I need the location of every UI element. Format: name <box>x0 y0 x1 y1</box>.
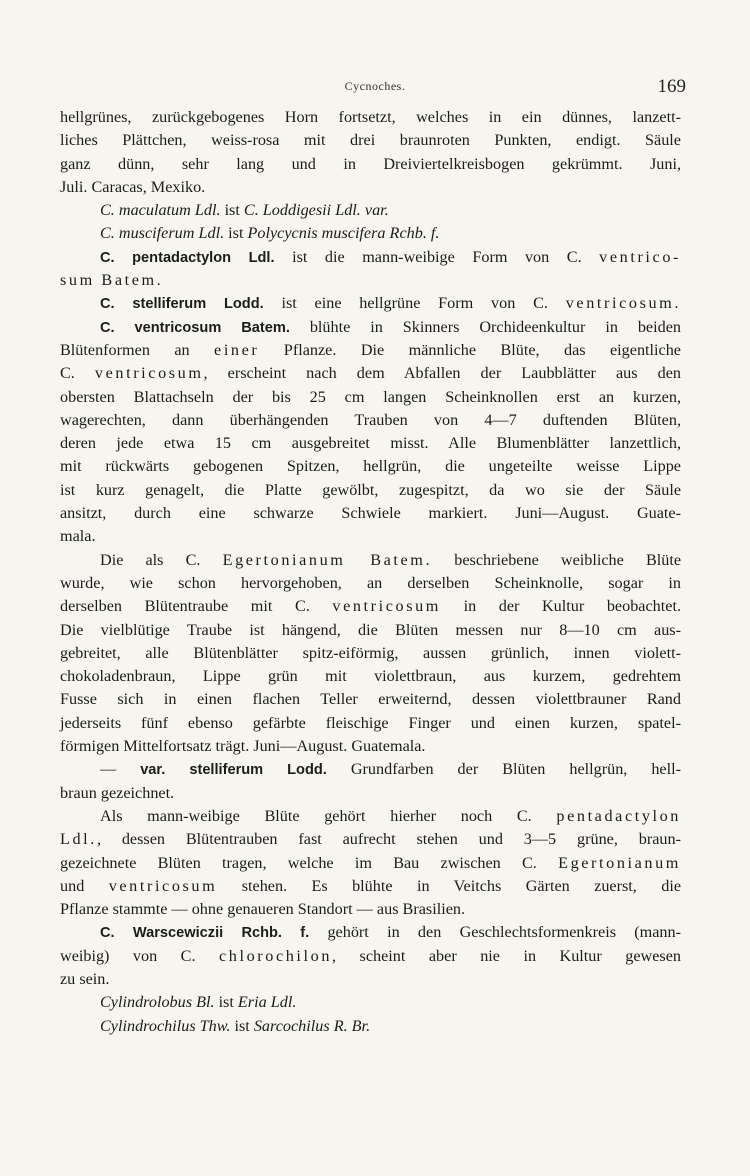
running-title: Cycnoches. <box>344 79 406 93</box>
text-line: Als mann-weibige Blüte gehört hierher noch C. pentadactylon <box>100 806 681 825</box>
text-line: Fusse sich in einen flachen Teller erweiternd, dessen violettbrauner Rand <box>60 690 681 709</box>
text-line: Blütenformen an einer Pflanze. Die männliche Blüte, das eigentliche <box>60 340 681 359</box>
text-line: hellgrünes, zurückgebogenes Horn fortsetzt, welches in ein dünnes, lanzett- <box>60 108 681 126</box>
text-line: C. ventricosum Batem. blühte in Skinners Orchideenkultur in beiden <box>100 317 681 336</box>
body-text <box>60 106 681 1038</box>
text-line: mala. <box>60 527 96 546</box>
text-line: C. Warscewiczii Rchb. f. gehört in den Geschlechtsformenkreis (mann- <box>100 923 681 942</box>
text-line: wurde, wie schon hervorgehoben, an derselben Scheinknolle, sogar in <box>60 573 681 592</box>
text-line: gebreitet, alle Blütenblätter spitz-eiförmig, aussen grünlich, innen violett- <box>60 643 681 662</box>
text-line: derselben Blütentraube mit C. ventricosum in der Kultur beobachtet. <box>60 597 681 616</box>
text-line: deren jede etwa 15 cm ausgebreitet misst. Alle Blumenblätter lanzettlich, <box>60 434 681 453</box>
text-line: ansitzt, durch eine schwarze Schwiele markiert. Juni—August. Guate- <box>60 504 681 523</box>
page-number: 169 <box>657 76 686 97</box>
text-line: Die vielblütige Traube ist hängend, die Blüten messen nur 8—10 cm aus- <box>60 620 681 639</box>
text-line: ganz dünn, sehr lang und in Dreiviertelkreisbogen gekrümmt. Juni, <box>60 154 681 173</box>
text-line: Ldl., dessen Blütentrauben fast aufrecht stehen und 3—5 grüne, braun- <box>60 830 681 849</box>
text-line: sum Batem. <box>60 271 164 290</box>
text-line: zu sein. <box>60 969 110 988</box>
text-line: C. musciferum Ldl. ist Polycycnis muscifera Rchb. f. <box>100 224 440 243</box>
text-line: wagerechten, dann überhängenden Trauben von 4—7 duftenden Blüten, <box>60 410 681 429</box>
text-line: C. ventricosum, erscheint nach dem Abfallen der Laubblätter aus den <box>60 364 681 383</box>
text-line: mit rückwärts gebogenen Spitzen, hellgrün, die ungeteilte weisse Lippe <box>60 457 681 476</box>
text-line: obersten Blattachseln der bis 25 cm langen Scheinknollen erst an kurzen, <box>60 387 681 406</box>
text-line: Pflanze stammte — ohne genaueren Standort — aus Brasilien. <box>60 900 466 919</box>
text-line: ist kurz genagelt, die Platte gewölbt, zugespitzt, da wo sie der Säule <box>60 480 681 499</box>
text-line: braun gezeichnet. <box>60 783 175 802</box>
text-line: weibig) von C. chlorochilon, scheint aber nie in Kultur gewesen <box>60 946 681 965</box>
text-line: liches Plättchen, weiss-rosa mit drei braunroten Punkten, endigt. Säule <box>60 131 681 150</box>
text-line: jederseits fünf ebenso gefärbte fleischige Finger und einen kurzen, spatel- <box>60 713 681 732</box>
text-line: Cylindrochilus Thw. ist Sarcochilus R. Br. <box>100 1016 371 1035</box>
text-line: C. maculatum Ldl. ist C. Loddigesii Ldl. var. <box>100 201 389 220</box>
text-line: C. pentadactylon Ldl. ist die mann-weibige Form von C. ventrico- <box>100 247 681 266</box>
text-line: Cylindrolobus Bl. ist Eria Ldl. <box>100 993 297 1012</box>
text-line: C. stelliferum Lodd. ist eine hellgrüne Form von C. ventricosum. <box>100 294 682 313</box>
text-line: — var. stelliferum Lodd. Grundfarben der Blüten hellgrün, hell- <box>100 760 681 779</box>
text-line: förmigen Mittelfortsatz trägt. Juni—August. Guatemala. <box>60 737 426 756</box>
text-line: Juli. Caracas, Mexiko. <box>60 177 206 196</box>
text-line: Die als C. Egertonianum Batem. beschriebene weibliche Blüte <box>100 550 682 569</box>
text-line: chokoladenbraun, Lippe grün mit violettbraun, aus kurzem, gedrehtem <box>60 667 681 686</box>
text-line: und ventricosum stehen. Es blühte in Veitchs Gärten zuerst, die <box>60 876 682 895</box>
text-line: gezeichnete Blüten tragen, welche im Bau zwischen C. Egertonianum <box>60 853 681 872</box>
